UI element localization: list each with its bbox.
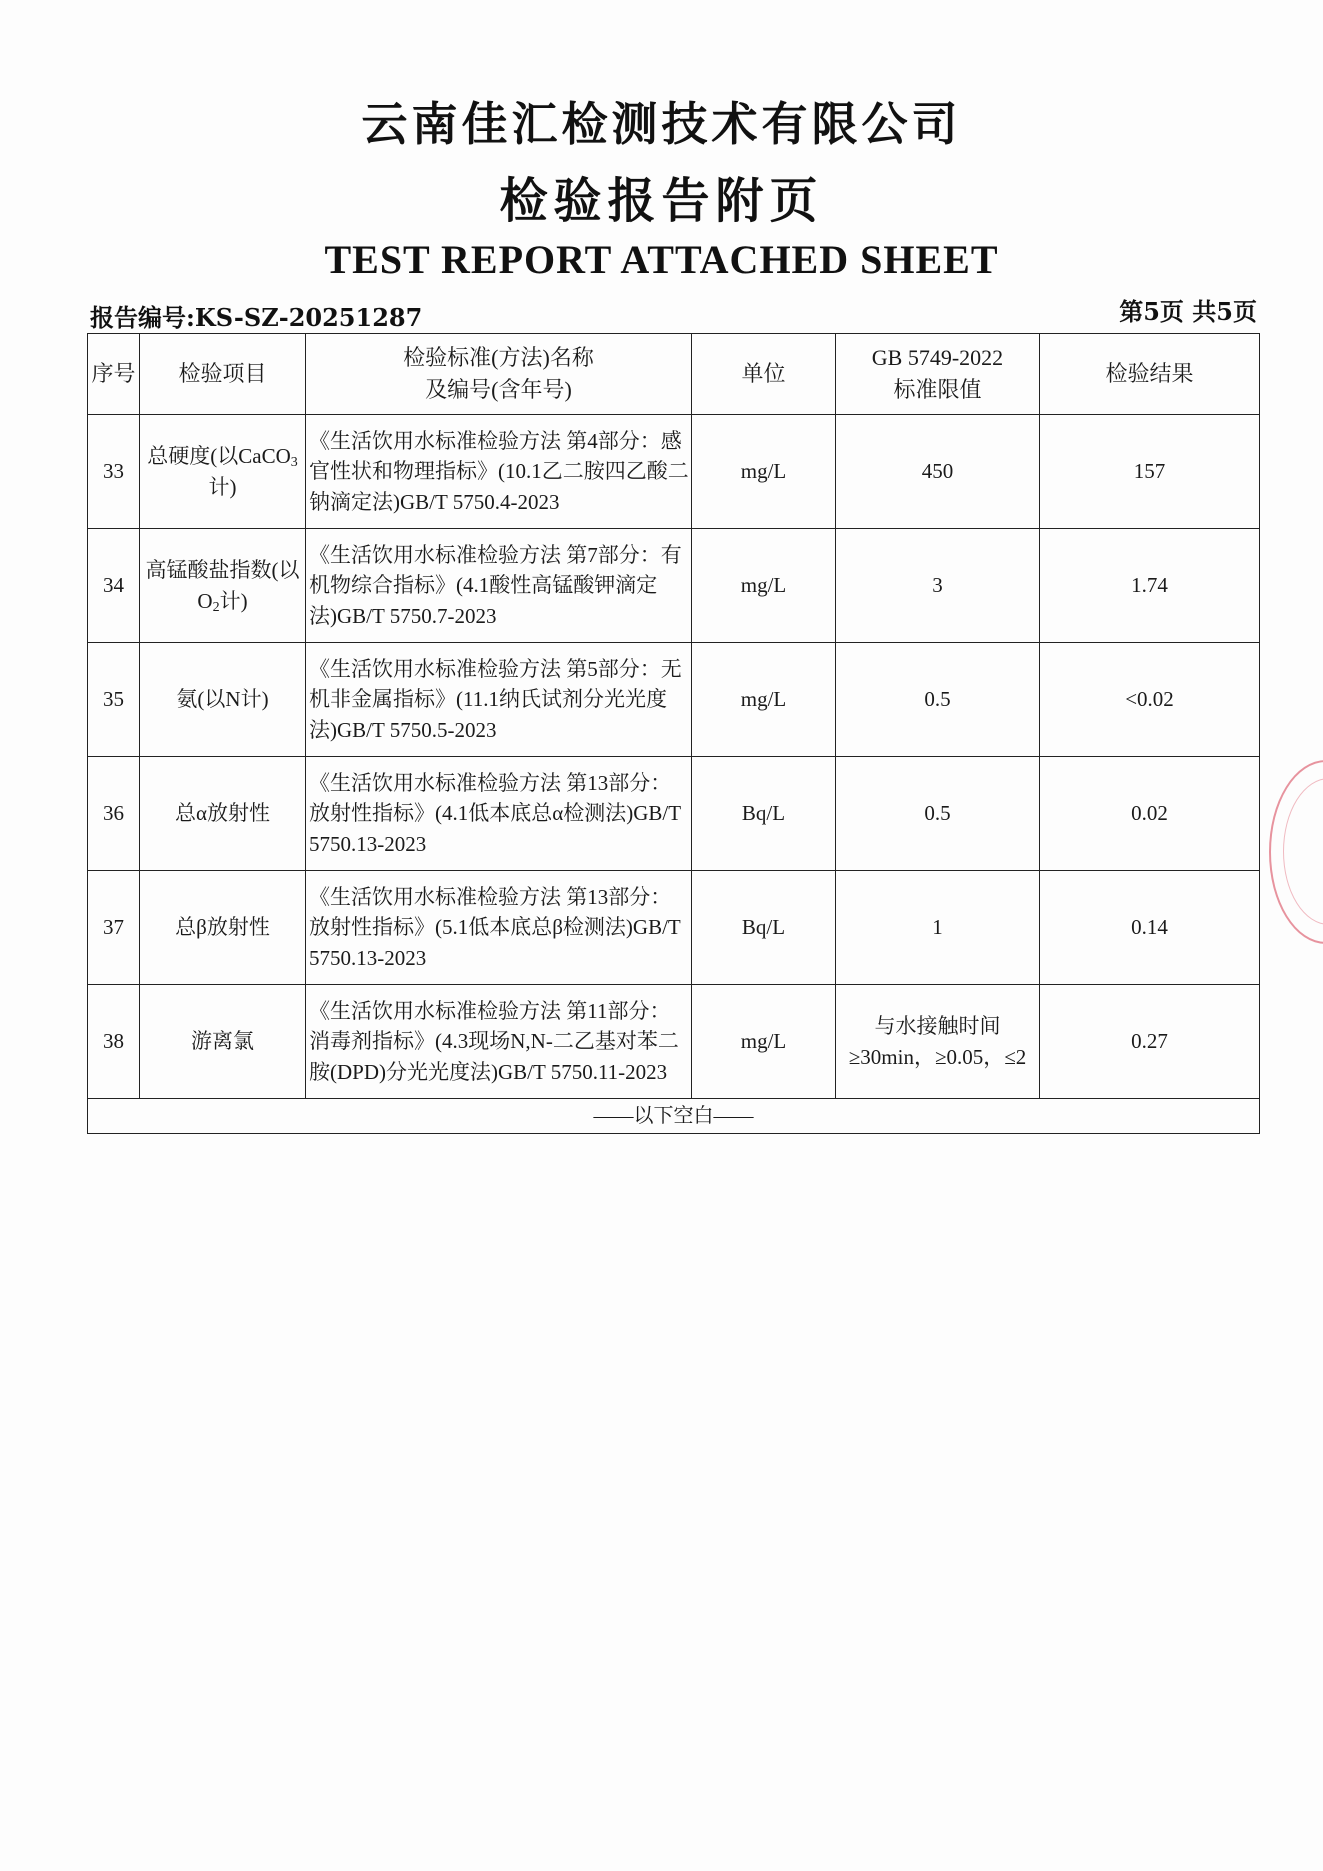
cell-unit: mg/L [692,415,836,529]
cell-item [140,757,306,871]
cell-item [140,643,306,757]
cell-item [140,871,306,985]
cell-item [140,415,306,529]
company-name: 云南佳汇检测技术有限公司 [361,97,962,151]
item-text: 高锰酸盐指数(以O [145,558,300,613]
cell-result: 0.14 [1040,871,1260,985]
results-table [87,333,1260,1134]
header-method [306,334,692,415]
cell-method: 《生活饮用水标准检验方法 第13部分：放射性指标》(4.1低本底总α检测法)GB/T 5750.13-2023 [306,757,692,871]
cell-unit: mg/L [692,643,836,757]
item-text-suffix: 计) [219,588,248,613]
cell-seq: 33 [88,415,140,529]
cell-result: 157 [1040,415,1260,529]
header-limit-line1: GB 5749-2022 [871,345,1004,371]
cell-result: <0.02 [1040,643,1260,757]
cell-unit: mg/L [692,985,836,1099]
table-row [88,757,1260,871]
cell-seq: 35 [88,643,140,757]
cell-limit: 0.5 [836,757,1040,871]
cell-limit: 450 [836,415,1040,529]
item-text-suffix: 计) [208,474,237,499]
report-title-en: TEST REPORT ATTACHED SHEET [324,237,999,282]
cell-method: 《生活饮用水标准检验方法 第11部分：消毒剂指标》(4.3现场N,N-二乙基对苯二胺(DPD)分光光度法)GB/T 5750.11-2023 [306,985,692,1099]
header-seq: 序号 [88,334,140,415]
cell-seq: 37 [88,871,140,985]
cell-unit: mg/L [692,529,836,643]
header-limit-line2: 标准限值 [893,377,982,402]
cell-unit: Bq/L [692,757,836,871]
cell-method: 《生活饮用水标准检验方法 第5部分：无机非金属指标》(11.1纳氏试剂分光光度法)GB/T 5750.5-2023 [306,643,692,757]
item-text: 氨(以N计) [176,687,269,712]
cell-limit: 3 [836,529,1040,643]
item-text: 总α放射性 [174,801,270,826]
cell-seq: 38 [88,985,140,1099]
header-limit [836,334,1040,415]
item-subscript: 2 [212,599,220,615]
cell-unit: Bq/L [692,871,836,985]
cell-limit: 与水接触时间≥30min，≥0.05，≤2 [836,985,1040,1099]
cell-seq: 36 [88,757,140,871]
header-item: 检验项目 [140,334,306,415]
table-header-row [88,334,1260,415]
end-note: ——以下空白—— [88,1099,1260,1134]
cell-result: 0.02 [1040,757,1260,871]
header-method-line2: 及编号(含年号) [425,377,572,402]
cell-method: 《生活饮用水标准检验方法 第4部分：感官性状和物理指标》(10.1乙二胺四乙酸二钠滴定法)GB/T 5750.4-2023 [306,415,692,529]
report-title-cn: 检验报告附页 [499,173,824,229]
cell-method: 《生活饮用水标准检验方法 第7部分：有机物综合指标》(4.1酸性高锰酸钾滴定法)GB/T 5750.7-2023 [306,529,692,643]
item-text: 游离氯 [191,1029,254,1054]
cell-limit: 1 [836,871,1040,985]
cell-method: 《生活饮用水标准检验方法 第13部分：放射性指标》(5.1低本底总β检测法)GB/T 5750.13-2023 [306,871,692,985]
table-end-row [88,1099,1260,1134]
header-result: 检验结果 [1040,334,1260,415]
table-row [88,529,1260,643]
table-row [88,985,1260,1099]
item-text: 总β放射性 [175,915,270,940]
table-row [88,415,1260,529]
item-subscript: 3 [290,455,298,471]
header-method-line1: 检验标准(方法)名称 [403,345,594,371]
header-unit: 单位 [692,334,836,415]
cell-limit: 0.5 [836,643,1040,757]
report-number: 报告编号:KS-SZ-20251287 [90,303,423,332]
cell-item [140,985,306,1099]
item-text: 总硬度(以CaCO [147,444,291,469]
table-row [88,871,1260,985]
cell-result: 1.74 [1040,529,1260,643]
page-number: 第5页 共5页 [1119,297,1257,326]
cell-result: 0.27 [1040,985,1260,1099]
cell-seq: 34 [88,529,140,643]
table-row [88,643,1260,757]
cell-item [140,529,306,643]
